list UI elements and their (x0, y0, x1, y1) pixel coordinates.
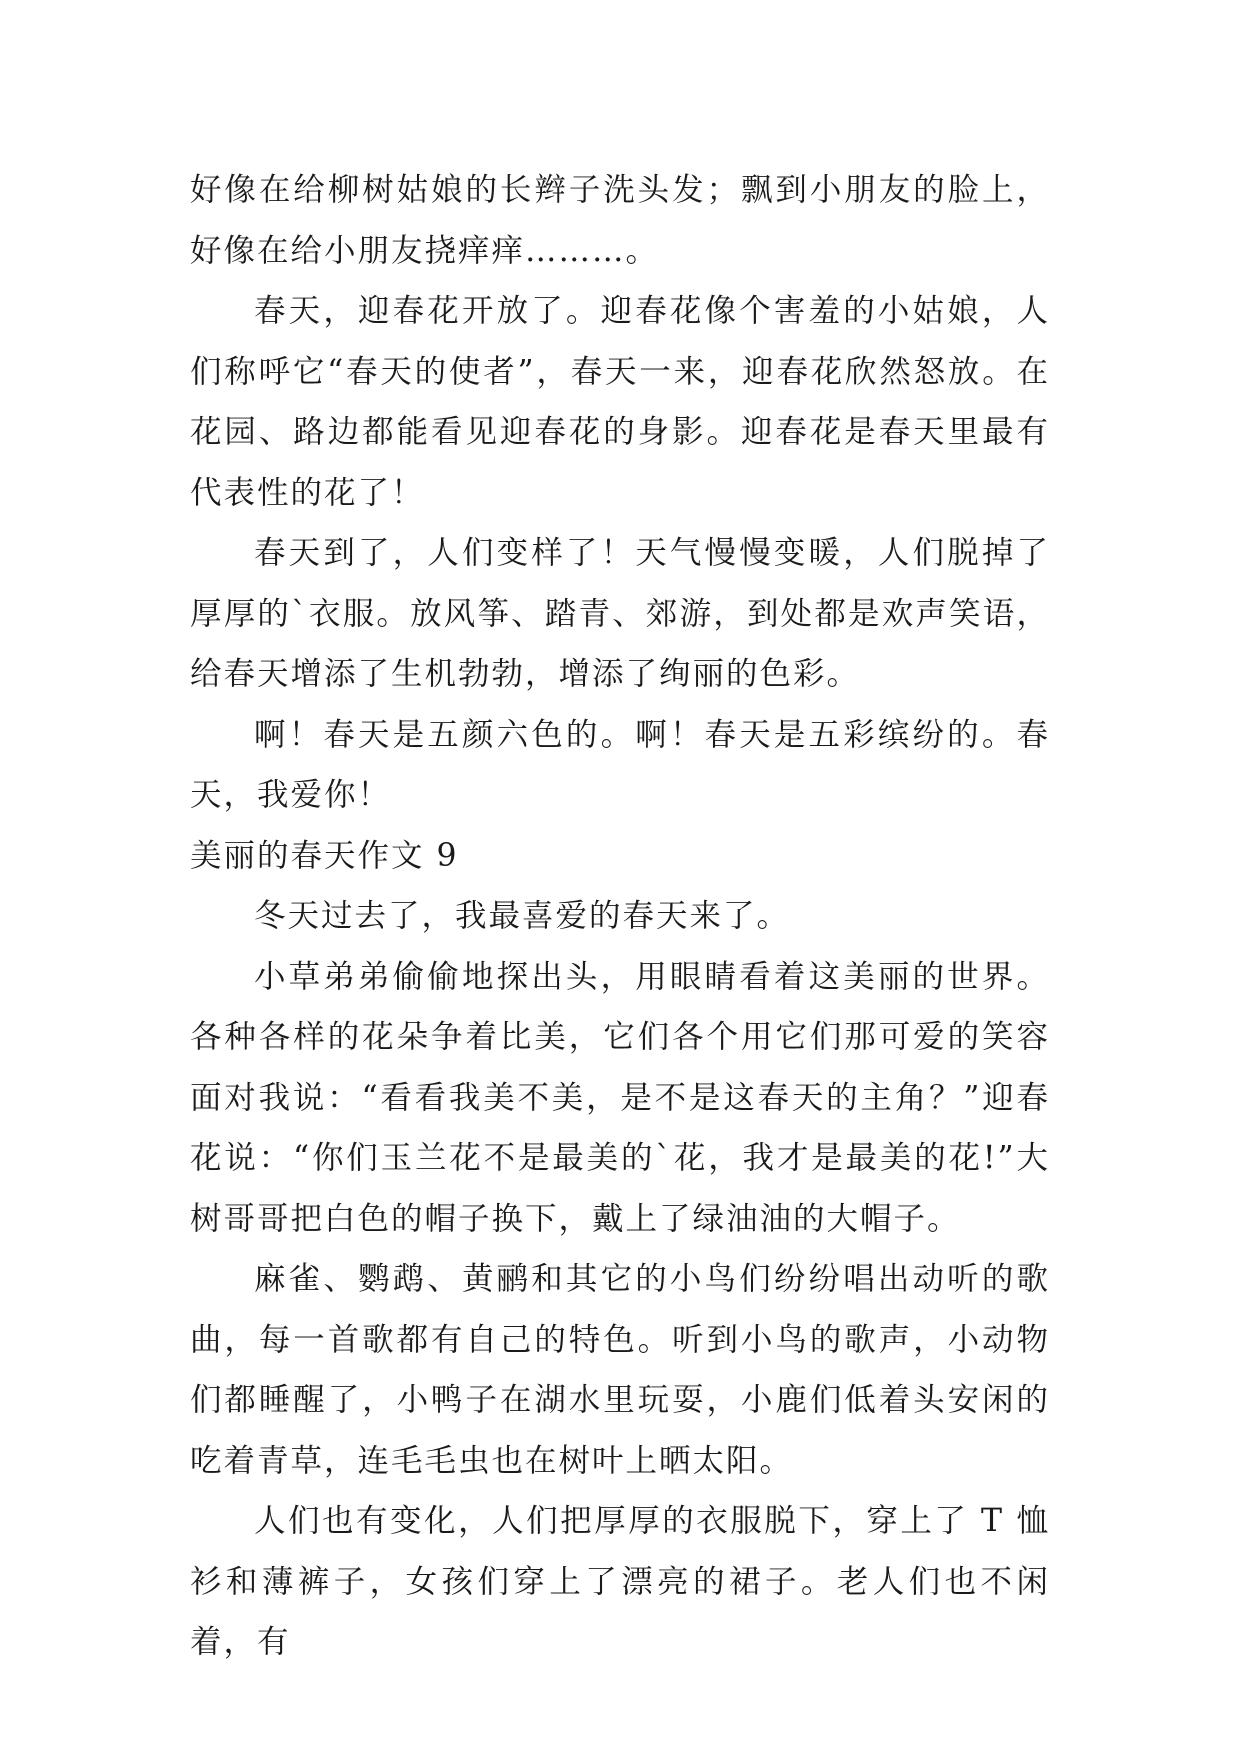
document-body (190, 160, 1050, 1673)
paragraph-people-change: 春天到了，人们变样了！天气慢慢变暖，人们脱掉了厚厚的`衣服。放风筝、踏青、郊游，到处都是欢声笑语，给春天增添了生机勃勃，增添了绚丽的色彩。 (190, 535, 1050, 692)
paragraph-exclamation: 啊！春天是五颜六色的。啊！春天是五彩缤纷的。春天，我爱你！ (190, 716, 1050, 813)
paragraph-grass-flowers: 小草弟弟偷偷地探出头，用眼睛看着这美丽的世界。各种各样的花朵争着比美，它们各个用它们那可爱的笑容面对我说：“看看我美不美，是不是这春天的主角？”迎春花说：“你们玉兰花不是最美的`花，我才是最美的花!”大树哥哥把白色的帽子换下，戴上了绿油油的大帽子。 (190, 958, 1050, 1237)
essay-heading: 美丽的春天作文 9 (190, 837, 459, 874)
paragraph-people-clothes: 人们也有变化，人们把厚厚的衣服脱下，穿上了 T 恤衫和薄裤子，女孩们穿上了漂亮的裙子。老人们也不闲着，有 (190, 1503, 1050, 1660)
paragraph-continuation: 好像在给柳树姑娘的长辫子洗头发；飘到小朋友的脸上，好像在给小朋友挠痒痒………。 (190, 172, 1050, 269)
paragraph-birds-animals: 麻雀、鹦鹉、黄鹂和其它的小鸟们纷纷唱出动听的歌曲，每一首歌都有自己的特色。听到小鸟的歌声，小动物们都睡醒了，小鸭子在湖水里玩耍，小鹿们低着头安闲的吃着青草，连毛毛虫也在树叶上晒太阳。 (190, 1261, 1050, 1479)
paragraph-yingchunhua: 春天，迎春花开放了。迎春花像个害羞的小姑娘，人们称呼它“春天的使者”，春天一来，迎春花欣然怒放。在花园、路边都能看见迎春花的身影。迎春花是春天里最有代表性的花了！ (190, 293, 1050, 511)
paragraph-winter-over: 冬天过去了，我最喜爱的春天来了。 (254, 898, 791, 934)
